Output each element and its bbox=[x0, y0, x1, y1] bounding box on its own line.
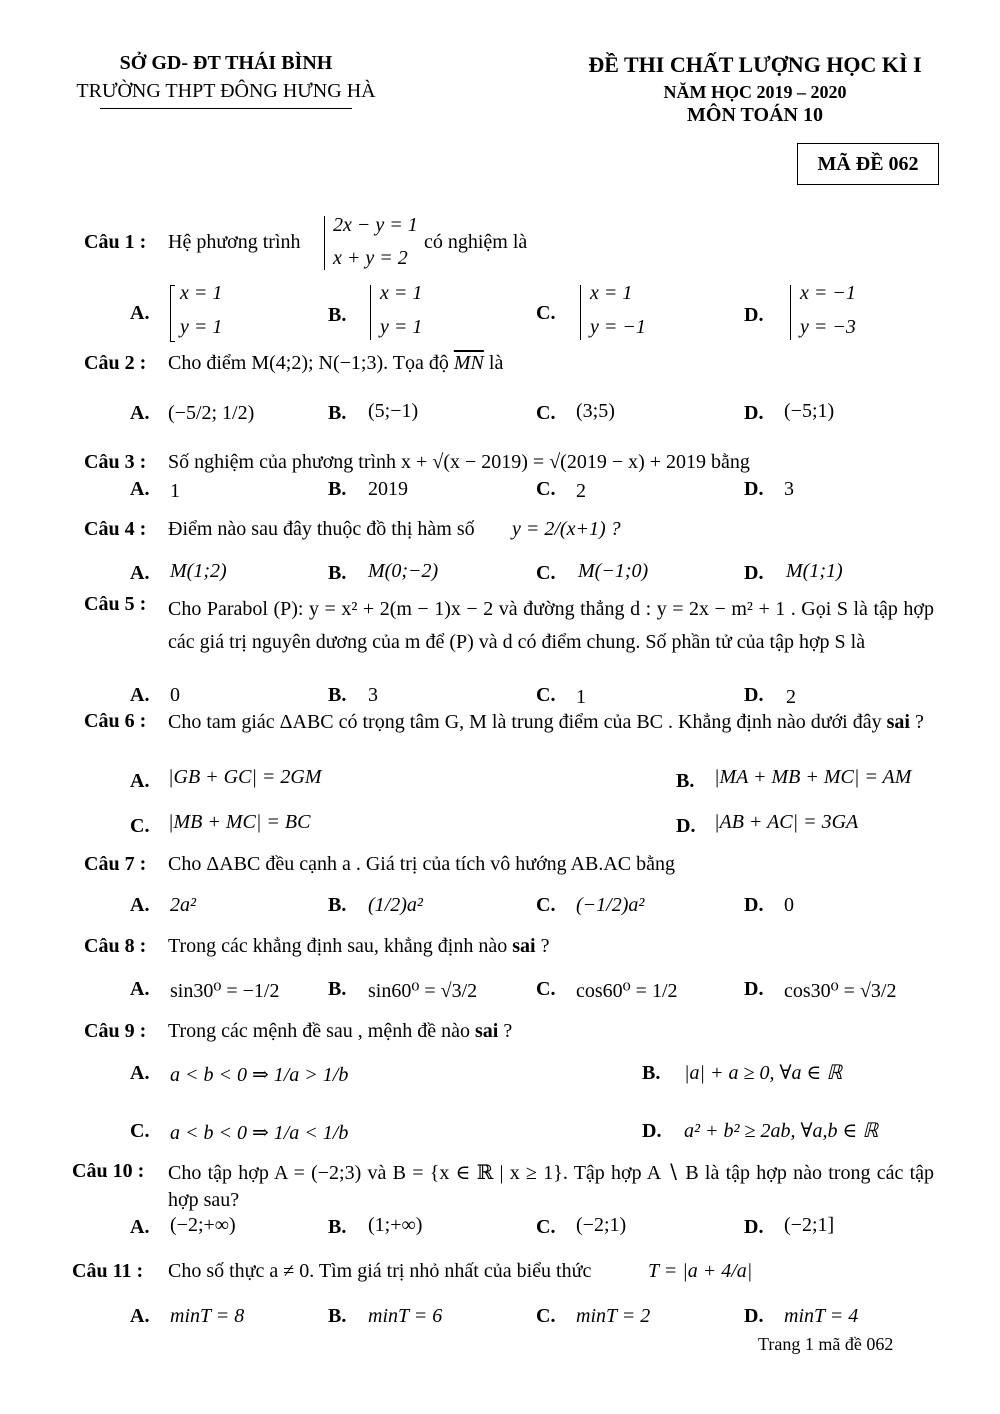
q6-option-d-value: |AB + AC| = 3GA bbox=[714, 811, 859, 833]
q8-stem-end: ? bbox=[535, 935, 550, 957]
q1-option-c-line1: x = 1 bbox=[590, 282, 633, 304]
q1-option-d-line2: y = −3 bbox=[800, 316, 856, 338]
page-footer: Trang 1 mã đề 062 bbox=[758, 1334, 894, 1354]
q11-option-a-value: minT = 8 bbox=[170, 1305, 245, 1327]
q9-option-a-value: a < b < 0 ⇒ 1/a > 1/b bbox=[170, 1064, 349, 1086]
q7-option-d-value: 0 bbox=[784, 894, 794, 916]
q4-option-d-value: M(1;1) bbox=[786, 560, 843, 582]
q1-option-c-key[interactable]: C. bbox=[536, 302, 556, 324]
q1-option-b-line2: y = 1 bbox=[380, 316, 423, 338]
q10-option-d-key[interactable]: D. bbox=[744, 1216, 764, 1238]
q1-option-b-key[interactable]: B. bbox=[328, 304, 347, 326]
q1-label: Câu 1 : bbox=[84, 231, 147, 253]
q6-option-b-value: |MA + MB + MC| = AM bbox=[714, 766, 912, 788]
q7-option-d-key[interactable]: D. bbox=[744, 894, 764, 916]
q4-option-c-key[interactable]: C. bbox=[536, 562, 556, 584]
q5-option-b-value: 3 bbox=[368, 684, 378, 706]
q6-stem-text: Cho tam giác ΔABC có trọng tâm G, M là trung điểm của BC . Khẳng định nào dưới đây bbox=[168, 711, 882, 733]
q6-option-c-value: |MB + MC| = BC bbox=[168, 811, 311, 833]
q11-option-b-key[interactable]: B. bbox=[328, 1305, 347, 1327]
q11-expression: T = |a + 4/a| bbox=[648, 1260, 753, 1282]
q11-option-a-key[interactable]: A. bbox=[130, 1305, 150, 1327]
q8-stem-bold: sai bbox=[512, 935, 536, 957]
q7-option-c-value: (−1/2)a² bbox=[576, 894, 645, 916]
q7-stem: Cho ΔABC đều cạnh a . Giá trị của tích vô hướng AB.AC bằng bbox=[168, 853, 675, 875]
q6-option-d-key[interactable]: D. bbox=[676, 815, 696, 837]
q9-option-b-key[interactable]: B. bbox=[642, 1062, 661, 1084]
q8-option-d-value: cos30⁰ = √3/2 bbox=[784, 980, 897, 1002]
q10-option-b-key[interactable]: B. bbox=[328, 1216, 347, 1238]
q3-stem: Số nghiệm của phương trình x + √(x − 2019) = √(2019 − x) + 2019 bằng bbox=[168, 451, 750, 473]
q8-stem bbox=[168, 935, 549, 958]
q7-label: Câu 7 : bbox=[84, 853, 147, 875]
q4-option-c-value: M(−1;0) bbox=[578, 560, 649, 582]
q11-option-d-key[interactable]: D. bbox=[744, 1305, 764, 1327]
q9-stem-bold: sai bbox=[474, 1020, 499, 1042]
exam-code-box bbox=[797, 143, 939, 185]
q3-label: Câu 3 : bbox=[84, 451, 147, 473]
q1-stem-before: Hệ phương trình bbox=[168, 231, 301, 253]
q9-stem bbox=[168, 1020, 512, 1043]
subject: MÔN TOÁN 10 bbox=[687, 104, 823, 126]
q3-option-c-key[interactable]: C. bbox=[536, 478, 556, 500]
q3-option-a-key[interactable]: A. bbox=[130, 478, 150, 500]
q3-option-b-key[interactable]: B. bbox=[328, 478, 347, 500]
q2-option-a-key[interactable]: A. bbox=[130, 402, 150, 424]
q7-option-b-key[interactable]: B. bbox=[328, 894, 347, 916]
q2-option-c-value: (3;5) bbox=[576, 400, 615, 422]
q8-option-a-key[interactable]: A. bbox=[130, 978, 150, 1000]
q10-stem: Cho tập hợp A = (−2;3) và B = {x ∈ ℝ | x ≥ 1}. Tập hợp A ∖ B là tập hợp nào trong các tập hợp sau? bbox=[168, 1162, 934, 1211]
q5-option-c-key[interactable]: C. bbox=[536, 684, 556, 706]
q1-option-b-brace bbox=[370, 285, 371, 340]
exam-title: ĐỀ THI CHẤT LƯỢNG HỌC KÌ I bbox=[588, 52, 922, 77]
q1-option-c-brace bbox=[580, 285, 581, 340]
q11-option-c-key[interactable]: C. bbox=[536, 1305, 556, 1327]
q1-option-c-line2: y = −1 bbox=[590, 316, 646, 338]
q3-option-c-value: 2 bbox=[576, 480, 586, 502]
q1-option-a-key[interactable]: A. bbox=[130, 302, 150, 324]
q1-option-a-line1: x = 1 bbox=[180, 282, 223, 304]
q8-option-a-value: sin30⁰ = −1/2 bbox=[170, 980, 280, 1002]
q9-stem-text: Trong các mệnh đề sau , mệnh đề nào bbox=[168, 1020, 470, 1042]
q3-option-b-value: 2019 bbox=[368, 478, 408, 500]
q11-label: Câu 11 : bbox=[72, 1260, 144, 1282]
q8-label: Câu 8 : bbox=[84, 935, 147, 957]
q5-option-c-value: 1 bbox=[576, 686, 586, 708]
q6-option-b-key[interactable]: B. bbox=[676, 770, 695, 792]
q7-option-c-key[interactable]: C. bbox=[536, 894, 556, 916]
q8-stem-text: Trong các khẳng định sau, khẳng định nào bbox=[168, 935, 508, 957]
q4-option-b-value: M(0;−2) bbox=[368, 560, 439, 582]
q2-stem bbox=[168, 352, 503, 375]
q6-option-a-value: |GB + GC| = 2GM bbox=[168, 766, 322, 788]
q1-stem-after: có nghiệm là bbox=[424, 231, 528, 253]
q11-option-b-value: minT = 6 bbox=[368, 1305, 443, 1327]
q3-option-d-key[interactable]: D. bbox=[744, 478, 764, 500]
q8-option-b-value: sin60⁰ = √3/2 bbox=[368, 980, 478, 1002]
q1-system-eq1: 2x − y = 1 bbox=[333, 214, 418, 236]
q4-stem: Điểm nào sau đây thuộc đồ thị hàm số bbox=[168, 518, 475, 540]
q2-vector: $\overline{MN}$ bbox=[453, 352, 484, 374]
q6-stem-end: ? bbox=[909, 711, 924, 733]
school-name: TRƯỜNG THPT ĐÔNG HƯNG HÀ bbox=[76, 80, 376, 102]
q1-system-brace bbox=[324, 216, 325, 270]
q6-option-c-key[interactable]: C. bbox=[130, 815, 150, 837]
q7-option-a-value: 2a² bbox=[170, 894, 196, 916]
q10-option-b-value: (1;+∞) bbox=[368, 1214, 423, 1236]
q4-option-d-key[interactable]: D. bbox=[744, 562, 764, 584]
exam-code: MÃ ĐỀ 062 bbox=[817, 153, 919, 175]
q10-label: Câu 10 : bbox=[72, 1160, 145, 1182]
q10-option-c-key[interactable]: C. bbox=[536, 1216, 556, 1238]
q1-system-eq2: x + y = 2 bbox=[333, 247, 408, 269]
q1-option-d-line1: x = −1 bbox=[800, 282, 856, 304]
q4-label: Câu 4 : bbox=[84, 518, 147, 540]
q9-option-a-key[interactable]: A. bbox=[130, 1062, 150, 1084]
q3-option-d-value: 3 bbox=[784, 478, 794, 500]
q2-stem-after: là bbox=[483, 352, 504, 374]
q5-option-d-value: 2 bbox=[786, 686, 796, 708]
q10-option-c-value: (−2;1) bbox=[576, 1214, 627, 1236]
q2-option-d-value: (−5;1) bbox=[784, 400, 835, 422]
q5-option-b-key[interactable]: B. bbox=[328, 684, 347, 706]
q9-option-b-value: |a| + a ≥ 0, ∀a ∈ ℝ bbox=[684, 1062, 843, 1084]
q2-option-b-value: (5;−1) bbox=[368, 400, 419, 422]
department-name: SỞ GD- ĐT THÁI BÌNH bbox=[119, 52, 333, 74]
q8-option-b-key[interactable]: B. bbox=[328, 978, 347, 1000]
q4-function: y = 2/(x+1) ? bbox=[512, 518, 621, 540]
q2-option-d-key[interactable]: D. bbox=[744, 402, 764, 424]
q9-option-c-value: a < b < 0 ⇒ 1/a < 1/b bbox=[170, 1122, 349, 1144]
q2-stem-text: Cho điểm M(4;2); N(−1;3). Tọa độ bbox=[168, 352, 454, 374]
q9-option-d-value: a² + b² ≥ 2ab, ∀a,b ∈ ℝ bbox=[684, 1120, 879, 1142]
q6-option-a-key[interactable]: A. bbox=[130, 770, 150, 792]
q2-option-a-value: (−5/2; 1/2) bbox=[168, 402, 255, 424]
q6-label: Câu 6 : bbox=[84, 710, 147, 732]
q1-option-a-line2: y = 1 bbox=[180, 316, 223, 338]
q6-stem bbox=[168, 710, 934, 734]
q2-option-c-key[interactable]: C. bbox=[536, 402, 556, 424]
q9-option-c-key[interactable]: C. bbox=[130, 1120, 150, 1142]
q9-label: Câu 9 : bbox=[84, 1020, 147, 1042]
q3-option-a-value: 1 bbox=[170, 480, 180, 502]
q11-option-c-value: minT = 2 bbox=[576, 1305, 651, 1327]
q1-option-b-line1: x = 1 bbox=[380, 282, 423, 304]
q10-option-d-value: (−2;1] bbox=[784, 1214, 835, 1236]
q5-label: Câu 5 : bbox=[84, 593, 147, 615]
q7-option-a-key[interactable]: A. bbox=[130, 894, 150, 916]
q4-option-a-value: M(1;2) bbox=[170, 560, 227, 582]
q2-label: Câu 2 : bbox=[84, 352, 147, 374]
q5-option-a-value: 0 bbox=[170, 684, 180, 706]
q11-option-d-value: minT = 4 bbox=[784, 1305, 859, 1327]
q1-option-d-brace bbox=[790, 285, 791, 340]
school-year: NĂM HỌC 2019 – 2020 bbox=[663, 82, 847, 102]
q6-stem-bold: sai bbox=[886, 711, 910, 733]
q11-stem: Cho số thực a ≠ 0. Tìm giá trị nhỏ nhất của biểu thức bbox=[168, 1260, 592, 1282]
q8-option-c-value: cos60⁰ = 1/2 bbox=[576, 980, 678, 1002]
q8-option-d-key[interactable]: D. bbox=[744, 978, 764, 1000]
q10-option-a-key[interactable]: A. bbox=[130, 1216, 150, 1238]
q1-option-d-key[interactable]: D. bbox=[744, 304, 764, 326]
q10-option-a-value: (−2;+∞) bbox=[170, 1214, 236, 1236]
q5-stem: Cho Parabol (P): y = x² + 2(m − 1)x − 2 và đường thẳng d : y = 2x − m² + 1 . Gọi S là tập hợp các giá trị nguyên dương của m để (P) và d có điểm chung. Số phần tử của tập hợp S là bbox=[168, 598, 934, 653]
q1-option-a-bracket bbox=[170, 285, 175, 342]
q2-option-b-key[interactable]: B. bbox=[328, 402, 347, 424]
q5-option-d-key[interactable]: D. bbox=[744, 684, 764, 706]
school-underline bbox=[100, 108, 352, 109]
q4-option-b-key[interactable]: B. bbox=[328, 562, 347, 584]
q9-stem-end: ? bbox=[498, 1020, 513, 1042]
q7-option-b-value: (1/2)a² bbox=[368, 894, 423, 916]
q9-option-d-key[interactable]: D. bbox=[642, 1120, 662, 1142]
q4-option-a-key[interactable]: A. bbox=[130, 562, 150, 584]
q8-option-c-key[interactable]: C. bbox=[536, 978, 556, 1000]
q5-option-a-key[interactable]: A. bbox=[130, 684, 150, 706]
